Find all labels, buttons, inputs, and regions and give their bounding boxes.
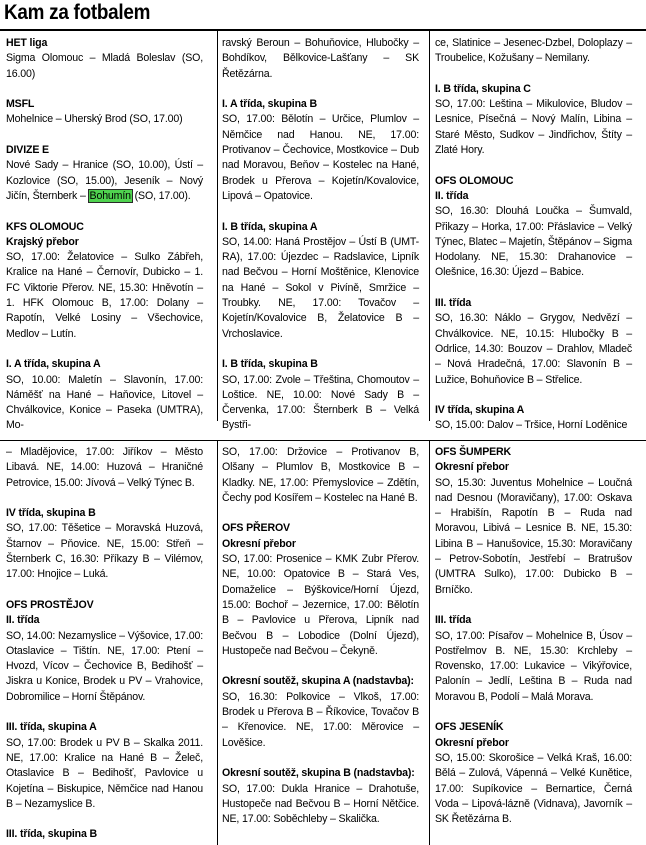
- section-iii-trida: [435, 296, 632, 388]
- column-divider: [217, 441, 218, 845]
- section-iii-skupina-a: [6, 720, 203, 812]
- fixtures-text: SO, 17.00: Zvole – Třeština, Chomoutov – Loštice. NE, 10.00: Nové Sady B – Červenka, 17.00: Šternberk B – Velká Bystři-: [222, 373, 419, 432]
- page-title: Kam za fotbalem: [4, 1, 151, 24]
- league-heading: Okresní přebor: [435, 461, 509, 474]
- bottom-column-2: [222, 445, 419, 827]
- fixtures-text-part: (SO, 17.00).: [131, 189, 191, 202]
- fixtures-text: SO, 17.00: Bělotín – Určice, Plumlov – Němčice nad Hanou. NE, 17.00: Protivanov – Čechovice, Mostkovice – Dub nad Moravou, Beňov – Kostelec na Hané, Brodek u Přerova – Kojetín/Kovalovice, Lipová – Opatovice.: [222, 113, 419, 202]
- region-heading: OFS PROSTĚJOV: [6, 598, 94, 611]
- section-iii-skupina-b: [6, 827, 203, 842]
- region-heading: OFS JESENÍK: [435, 721, 504, 734]
- section-continued: [435, 36, 632, 67]
- region-heading: KFS OLOMOUC: [6, 220, 84, 233]
- league-heading: Okresní soutěž, skupina B (nadstavba):: [222, 767, 415, 780]
- region-heading: OFS OLOMOUC: [435, 174, 514, 187]
- fixtures-text: Sigma Olomouc – Mladá Boleslav (SO, 16.00): [6, 52, 203, 80]
- league-heading: II. třída: [435, 189, 469, 202]
- top-column-2: [222, 36, 419, 434]
- fixtures-text: – Mladějovice, 17.00: Jiříkov – Město Libavá. NE, 14.00: Huzová – Hraničné Petrovice, 15.00: Jívová – Velký Týnec B.: [6, 446, 203, 489]
- fixtures-text: ce, Slatinice – Jesenec-Dzbel, Doloplazy – Troubelice, Kožušany – Nemilany.: [435, 37, 632, 65]
- bottom-column-1: [6, 445, 203, 843]
- league-heading: MSFL: [6, 98, 35, 111]
- section-iv-skupina-a: [435, 403, 632, 434]
- fixtures-text: SO, 17.00: Leština – Mikulovice, Bludov – Lesnice, Písečná – Nový Malín, Libina – Staré Město, Sudkov – Jindřichov, Štíty – Zlaté Hory.: [435, 98, 632, 157]
- league-heading: III. třída, skupina A: [6, 721, 97, 734]
- column-divider: [429, 31, 430, 421]
- section-ofs-prostejov: [6, 598, 203, 705]
- fixtures-text: SO, 17.00: Držovice – Protivanov B, Olšany – Plumlov B, Mostkovice B – Kladky. NE, 17.00: Přemyslovice – Zdětín, Čechy pod Kosířem – Kostelec na Hané B.: [222, 446, 419, 504]
- section-msfl: [6, 97, 203, 128]
- league-heading: III. třída: [435, 614, 472, 627]
- fixtures-text: SO, 17.00: Prosenice – KMK Zubr Přerov. NE, 10.00: Opatovice B – Stará Ves, Domaželice – Býškovice/Horní Újezd, 15.00: Bochoř – Jezernice, 17.00: Bělotín B – Pavlovice u Přerova, Lipník nad Bečvou B – Lobodice (Dolní Újezd), Hustopeče nad Bečvou – Čekyně.: [222, 553, 419, 657]
- league-heading: I. A třída, skupina B: [222, 98, 317, 111]
- fixtures-text: SO, 17.00: Písařov – Mohelnice B, Úsov – Postřelmov B. NE, 15.30: Krchleby – Rovensko, 17.00: Lukavice – Vikýřovice, Palonín – Jedlí, Leština B – Ruda nad Moravou B, Podolí – Malá Morava.: [435, 629, 632, 703]
- league-heading: I. B třída, skupina B: [222, 358, 318, 371]
- section-ofs-prerov: [222, 521, 419, 659]
- section-1b-skupina-b: [222, 357, 419, 433]
- league-heading: IV třída, skupina A: [435, 404, 525, 417]
- highlighted-team: Bohumín: [89, 189, 131, 202]
- bottom-column-3: [435, 445, 632, 827]
- section-1b-skupina-c: [435, 82, 632, 158]
- league-heading: Okresní přebor: [435, 736, 509, 749]
- league-heading: III. třída, skupina B: [6, 828, 98, 841]
- section-divider: [0, 440, 646, 441]
- fixtures-text: Mohelnice – Uherský Brod (SO, 17.00): [6, 113, 183, 126]
- section-het-liga: [6, 36, 203, 82]
- column-divider: [217, 31, 218, 421]
- fixtures-text: SO, 15.30: Juventus Mohelnice – Loučná nad Desnou (Moravičany), 17.00: Oskava – Hrabišín, Rapotín B – Ruda nad Moravou, Libivá – Lesnice B. NE, 15.30: Libina B – Hanušovice, 15.30: Moravičany – Petrov-Sobotín, Jestřebí – Bratrušov (UMTRA Sulko), 17.00: Dubicko B – Brníčko.: [435, 476, 632, 596]
- section-okresni-soutez-b: [222, 766, 419, 827]
- league-heading: Okresní přebor: [222, 537, 296, 550]
- section-continued: [222, 36, 419, 82]
- fixtures-text: ravský Beroun – Bohuňovice, Hlubočky – Bohdíkov, Bělkovice-Lašťany – SK Řetězárna.: [222, 37, 419, 80]
- league-heading: I. B třída, skupina C: [435, 82, 531, 95]
- top-column-3: [435, 36, 632, 434]
- league-heading: HET liga: [6, 37, 48, 49]
- section-continued: [222, 445, 419, 506]
- league-heading: Okresní soutěž, skupina A (nadstavba):: [222, 675, 414, 688]
- league-heading: I. B třída, skupina A: [222, 220, 318, 233]
- fixtures-text: SO, 15.00: Dalov – Tršice, Horní Loděnice: [435, 419, 628, 432]
- section-okresni-soutez-a: [222, 674, 419, 750]
- section-iv-skupina-b: [6, 506, 203, 582]
- top-column-1: [6, 36, 203, 434]
- section-ofs-olomouc: [435, 174, 632, 281]
- league-heading: DIVIZE E: [6, 144, 49, 157]
- fixtures-text: SO, 15.00: Skorošice – Velká Kraš, 16.00: Bělá – Zulová, Vápenná – Velké Kunětice, 17.00: Supíkovice – Bernartice, Černá Voda – Lipová-lázně (Vidnava), Javorník – SK Řetězárna B.: [435, 751, 632, 826]
- league-heading: III. třída: [435, 297, 472, 310]
- fixtures-text: SO, 17.00: Brodek u PV B – Skalka 2011. NE, 17.00: Kralice na Hané B – Želeč, Otaslavice B – Bedihošť, Pavlovice u Kojetína – Biskupice, Němčice nad Hanou B – Nezamyslice B.: [6, 736, 203, 810]
- fixtures-text-part: Nové Sady – Hranice (SO, 10.00), Ústí – Kozlovice (SO, 15.00), Jeseník – Nový Jičín, Šternberk –: [6, 159, 203, 202]
- region-heading: OFS ŠUMPERK: [435, 446, 512, 458]
- fixtures-text: SO, 17.00: Želatovice – Sulko Zábřeh, Kralice na Hané – Černovír, Dubicko – 1. FC Viktorie Přerov. NE, 15.30: Hněvotín – 1. HFK Olomouc B, 17.00: Dolany – Rapotín, Velké Losiny – Všechovice, Medlov – Lutín.: [6, 251, 203, 340]
- section-1a-skupina-a: [6, 357, 203, 433]
- section-ofs-jesenik: [435, 720, 632, 827]
- league-heading: IV třída, skupina B: [6, 507, 96, 520]
- title-rule: [0, 29, 646, 31]
- league-heading: II. třída: [6, 614, 40, 627]
- fixtures-text: SO, 14.00: Haná Prostějov – Ústí B (UMT-RA), 17.00: Újezdec – Radslavice, Lipník nad Bečvou – Horní Moštěnice, Klenovice na Hané – Sokol v Pivíně, Smržice – Troubky. NE, 17.00: Tovačov – Kojetín/Kovalovice B, Želatovice B – Vrchoslavice.: [222, 235, 419, 340]
- section-1a-skupina-b: [222, 97, 419, 204]
- section-kfs-olomouc: [6, 220, 203, 342]
- section-1b-skupina-a: [222, 220, 419, 342]
- fixtures-text: SO, 16.30: Polkovice – Vlkoš, 17.00: Brodek u Přerova B – Říkovice, Tovačov B – Křenovice. NE, 17.00: Měrovice – Lověšice.: [222, 690, 419, 749]
- fixtures-text: SO, 14.00: Nezamyslice – Výšovice, 17.00: Otaslavice – Tištín. NE, 17.00: Ptení – Hvozd, Vícov – Čechovice B, Bedihošť – Jiskra u Konice, Brodek u PV – Vrahovice, Dobromilice – Horní Štěpánov.: [6, 629, 203, 703]
- fixtures-text: SO, 10.00: Maletín – Slavonín, 17.00: Náměšť na Hané – Haňovice, Litovel – Chválkovice, Konice – Paseka (UMTRA), Mo-: [6, 373, 203, 432]
- section-divize-e: [6, 143, 203, 204]
- section-continued: [6, 445, 203, 491]
- column-divider: [429, 441, 430, 845]
- league-heading: I. A třída, skupina A: [6, 358, 101, 371]
- section-iii-trida-sumperk: [435, 613, 632, 705]
- fixtures-text: [6, 158, 203, 204]
- section-ofs-sumperk: [435, 445, 632, 598]
- fixtures-text: SO, 16.30: Náklo – Grygov, Nedvězí – Chválkovice. NE, 10.15: Hlubočky B – Odrlice, 14.30: Bouzov – Drahlov, Mladeč – Nová Hradečná, 17.00: Slavonín B – Lužice, Bohuňovice B – Střelice.: [435, 312, 632, 386]
- fixtures-text: SO, 17.00: Těšetice – Moravská Huzová, Štarnov – Pňovice. NE, 15.00: Střeň – Šternberk C, 16.30: Příkazy B – Vilémov, 17.00: Hnojice – Luká.: [6, 522, 203, 581]
- region-heading: OFS PŘEROV: [222, 522, 290, 535]
- fixtures-text: SO, 17.00: Dukla Hranice – Drahotuše, Hustopeče nad Bečvou B – Horní Nětčice. NE, 17.00: Soběchleby – Skalička.: [222, 782, 419, 826]
- fixtures-text: SO, 16.30: Dlouhá Loučka – Šumvald, Přikazy – Horka, 17.00: Přáslavice – Velký Týnec, Blatec – Majetín, Štěpánov – Sigma Hodolany. NE, 15.30: Drahanovice – Olešnice, 16.30: Újezd – Babice.: [435, 205, 633, 279]
- league-heading: Krajský přebor: [6, 235, 79, 248]
